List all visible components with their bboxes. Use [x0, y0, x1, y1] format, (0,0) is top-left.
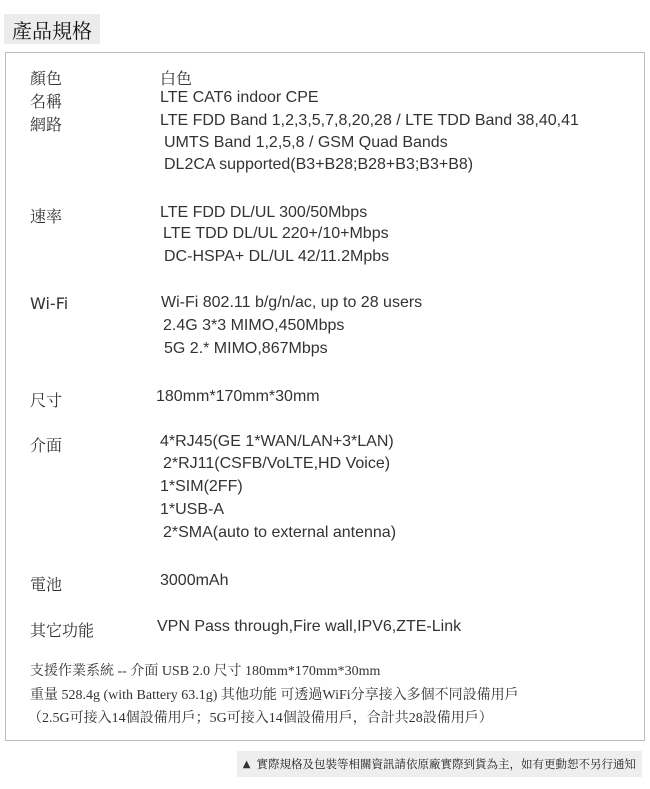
spec-value-wifi-line: Wi-Fi 802.11 b/g/n/ac, up to 28 users [161, 294, 423, 311]
spec-label-name: 名稱 [30, 92, 63, 111]
spec-note-line: 支援作業系統 -- 介面 USB 2.0 尺寸 180mm*170mm*30mm [30, 664, 381, 679]
disclaimer-bar [237, 751, 642, 777]
spec-note-line: （2.5G可接入14個設備用戶；5G可接入14個設備用戶，合計共28設備用戶） [28, 711, 493, 726]
spec-value-name: LTE CAT6 indoor CPE [160, 89, 319, 106]
spec-label-size: 尺寸 [30, 391, 63, 410]
spec-value-interface-line: 2*RJ11(CSFB/VoLTE,HD Voice) [163, 455, 391, 472]
spec-value-wifi-line: 5G 2.* MIMO,867Mbps [164, 340, 328, 357]
spec-value-other: VPN Pass through,Fire wall,IPV6,ZTE-Link [157, 618, 462, 635]
page-title [4, 14, 100, 44]
spec-label-network: 網路 [30, 115, 63, 134]
spec-label-wifi: Wi-Fi [30, 294, 69, 313]
spec-value-interface-line: 2*SMA(auto to external antenna) [163, 524, 397, 541]
spec-value-wifi-line: 2.4G 3*3 MIMO,450Mbps [163, 317, 345, 334]
spec-label-battery: 電池 [30, 575, 63, 594]
spec-value-speed-line: LTE FDD DL/UL 300/50Mbps [160, 204, 368, 221]
spec-note-line: 重量 528.4g (with Battery 63.1g) 其他功能 可透過WiFi分享接入多個不同設備用戶 [30, 688, 519, 703]
spec-label-interface: 介面 [30, 436, 63, 455]
spec-value-interface-line: 4*RJ45(GE 1*WAN/LAN+3*LAN) [160, 433, 394, 450]
spec-value-network-line: LTE FDD Band 1,2,3,5,7,8,20,28 / LTE TDD Band 38,40,41 [160, 112, 579, 129]
disclaimer-text: 實際規格及包裝等相關資訊請依原廠實際到貨為主，如有更動恕不另行通知 [256, 757, 636, 771]
spec-value-interface-line: 1*USB-A [160, 501, 225, 518]
spec-label-speed: 速率 [30, 207, 63, 226]
triangle-up-icon: ▲ [242, 758, 251, 770]
spec-value-network-line: UMTS Band 1,2,5,8 / GSM Quad Bands [164, 134, 448, 151]
spec-value-speed-line: LTE TDD DL/UL 220+/10+Mbps [163, 225, 389, 242]
spec-value-speed-line: DC-HSPA+ DL/UL 42/11.2Mpbs [164, 248, 390, 265]
page-title-text: 產品規格 [12, 18, 92, 43]
spec-value-color: 白色 [160, 71, 193, 88]
spec-label-color: 顏色 [30, 69, 63, 88]
spec-value-network-line: DL2CA supported(B3+B28;B28+B3;B3+B8) [164, 156, 474, 173]
spec-label-other: 其它功能 [30, 621, 95, 640]
spec-value-battery: 3000mAh [160, 572, 229, 589]
spec-value-size: 180mm*170mm*30mm [156, 388, 320, 405]
spec-value-interface-line: 1*SIM(2FF) [160, 478, 243, 495]
